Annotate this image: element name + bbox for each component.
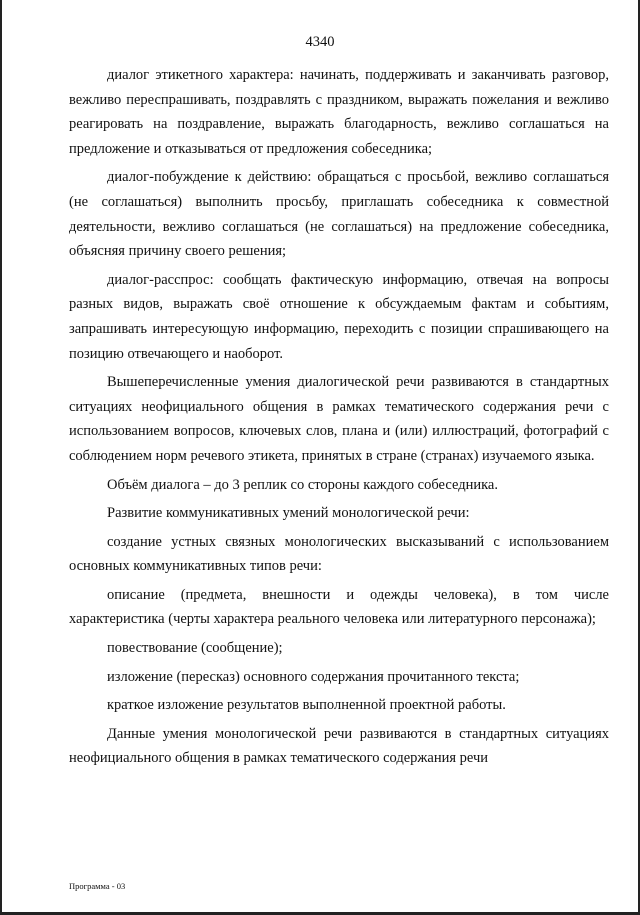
paragraph-dialogue-situations: Вышеперечисленные умения диалогической речи развиваются в стандартных ситуациях неофициального общения в рамках тематического содержания речи с использованием вопросов, ключевых слов, плана и (или) иллюстраций, фотографий с соблюдением норм речевого этикета, принятых в стране (странах) изучаемого языка. <box>69 374 609 464</box>
paragraph-narration: повествование (сообщение); <box>107 640 283 657</box>
paragraph-etiquette-dialogue: диалог этикетного характера: начинать, поддерживать и заканчивать разговор, вежливо переспрашивать, поздравлять с праздником, выражать пожелания и вежливо реагировать на поздравление, выражать благодарность, вежливо соглашаться на предложение и отказываться от предложения собеседника; <box>69 67 609 157</box>
paragraph-description: описание (предмета, внешности и одежды человека), в том числе характеристика (черты характера реального человека или литературного персонажа); <box>69 586 609 628</box>
page-number: 4340 <box>305 34 335 50</box>
body-text <box>69 59 609 771</box>
paragraph-monologue-situations: Данные умения монологической речи развиваются в стандартных ситуациях неофициального общения в рамках тематического содержания речи <box>69 725 609 767</box>
footer-program-label: Программа - 03 <box>69 881 126 891</box>
scan-border-left <box>0 0 2 915</box>
paragraph-action-dialogue: диалог-побуждение к действию: обращаться с просьбой, вежливо соглашаться (не соглашаться) выполнить просьбу, приглашать собеседника к совместной деятельности, вежливо соглашаться (не соглашаться) на предложение собеседника, объясняя причину своего решения; <box>69 169 609 260</box>
paragraph-monologue-heading: Развитие коммуникативных умений монологической речи: <box>107 505 470 522</box>
paragraph-monologue-creation: создание устных связных монологических высказываний с использованием основных коммуникативных типов речи: <box>69 533 609 575</box>
paragraph-project-summary: краткое изложение результатов выполненной проектной работы. <box>107 697 506 714</box>
paragraph-dialogue-volume: Объём диалога – до 3 реплик со стороны каждого собеседника. <box>107 476 498 493</box>
paragraph-inquiry-dialogue: диалог-расспрос: сообщать фактическую информацию, отвечая на вопросы разных видов, выражать своё отношение к обсуждаемым фактам и событиям, запрашивать интересующую информацию, переходить с позиции спрашивающего на позицию отвечающего и наоборот. <box>69 271 609 362</box>
paragraph-retelling: изложение (пересказ) основного содержания прочитанного текста; <box>107 668 520 685</box>
